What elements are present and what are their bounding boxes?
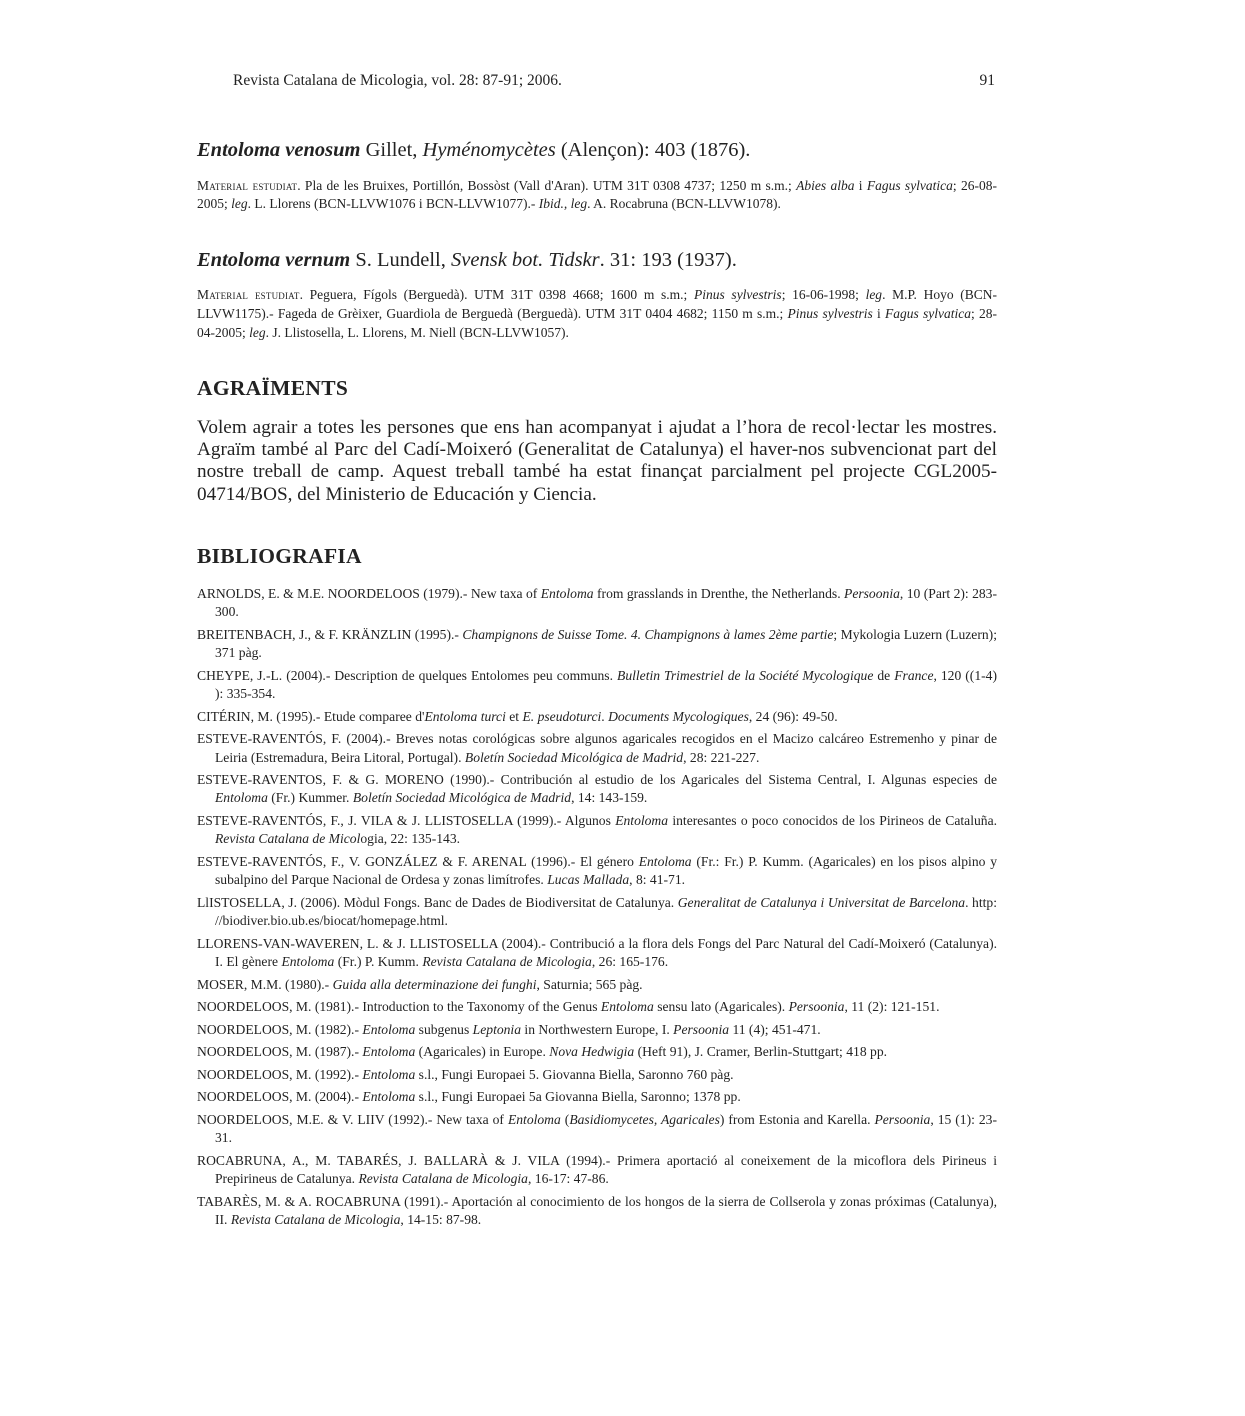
bibliography-entry — [197, 998, 997, 1016]
text-run: , 11 (2): 121-151. — [844, 999, 940, 1015]
text-run: (Fr.) P. Kumm. — [334, 954, 423, 970]
bibliography-entry — [197, 894, 997, 931]
italic-text-run: Abies alba — [796, 177, 855, 193]
text-run: . — [601, 708, 609, 724]
bibliography-entry — [197, 935, 997, 972]
italic-text-run: Bulletin Trimestriel de la Société Mycologique — [617, 667, 874, 683]
bibliography-list — [197, 585, 997, 1230]
italic-text-run: Entoloma — [281, 954, 335, 970]
acknowledgements-text: Volem agrair a totes les persones que ens han acompanyat i ajudat a l’hora de recol·lectar les mostres. Agraïm també al Parc del Cadí-Moixeró (Generalitat de Catalunya) el haver-nos subvencionat part del nostre treball de camp. Aquest treball també ha estat finançat parcialment pel projecte CGL2005-04714/BOS, del Ministerio de Educación y Ciencia. — [197, 417, 997, 505]
material-text — [197, 287, 997, 339]
text-run: NOORDELOOS, M. (2004).- — [197, 1089, 363, 1105]
italic-text-run: Generalitat de Catalunya i Universitat de Barcelona — [677, 894, 966, 910]
text-run: i — [854, 177, 867, 193]
italic-text-run: Pinus sylvestris — [694, 287, 782, 303]
text-run: s.l., Fungi Europaei 5. Giovanna Biella, Saronno 760 pàg. — [415, 1066, 734, 1082]
material-text — [197, 178, 997, 212]
text-run: . http: //biodiver.bio.ub.es/biocat/homepage.html. — [215, 894, 997, 929]
text-run: , 24 (96): 49-50. — [748, 708, 838, 724]
italic-text-run: Leptonia — [472, 1021, 522, 1037]
bibliography-entry — [197, 1111, 997, 1148]
text-run: ; Mykologia Luzern (Luzern); 371 pàg. — [215, 626, 997, 661]
text-run: CITÉRIN, M. (1995).- Etude comparee d' — [197, 708, 425, 724]
italic-text-run: Persoonia — [673, 1021, 730, 1037]
italic-text-run: Revista Catalana de Micologia — [358, 1171, 528, 1187]
italic-text-run: Basidiomycetes, Agaricales — [569, 1111, 720, 1127]
text-run: , 16-17: 47-86. — [527, 1171, 609, 1187]
italic-text-run: leg — [231, 196, 248, 212]
text-run: BREITENBACH, J., & F. KRÄNZLIN (1995).- — [197, 626, 463, 642]
journal-citation: Revista Catalana de Micologia, vol. 28: 87-91; 2006. — [233, 72, 562, 89]
text-run: from grasslands in Drenthe, the Netherlands. — [593, 585, 845, 601]
italic-text-run: Revista Catalana de Micologia — [422, 954, 592, 970]
text-run: NOORDELOOS, M.E. & V. LIIV (1992).- New taxa of — [197, 1111, 508, 1127]
italic-text-run: France — [894, 667, 934, 683]
acknowledgements-heading: AGRAÏMENTS — [197, 376, 349, 401]
text-run: (Fr.) Kummer. — [267, 790, 353, 806]
italic-text-run: Entoloma — [507, 1111, 561, 1127]
bibliography-entry — [197, 585, 997, 622]
italic-text-run: Fagus sylvatica — [885, 306, 971, 322]
text-run: (Agaricales) in Europe. — [415, 1044, 550, 1060]
italic-text-run: Documents Mycologiques — [608, 708, 749, 724]
italic-text-run: Entoloma — [362, 1021, 416, 1037]
italic-text-run: Entoloma — [540, 585, 594, 601]
text-run: ESTEVE-RAVENTÓS, F., V. GONZÁLEZ & F. ARENAL (1996).- El género — [197, 853, 639, 869]
bibliography-entry — [197, 771, 997, 808]
bibliography-entry — [197, 1193, 997, 1230]
bibliography-entry — [197, 1021, 997, 1039]
text-run: , 28: 221-227. — [683, 749, 760, 765]
italic-text-run: Entoloma — [362, 1089, 416, 1105]
text-run: ROCABRUNA, A., M. TABARÉS, J. BALLARÀ & J. VILA (1994).- Primera aportació al coneixement de la micoflora dels Pirineus i Prepirineus de Catalunya. — [197, 1152, 997, 1187]
italic-text-run: leg — [249, 324, 266, 340]
text-run: . Peguera, Fígols (Berguedà). UTM 31T 0398 4668; 1600 m s.m.; — [299, 287, 694, 303]
bibliography-entry — [197, 976, 997, 994]
text-run: ESTEVE-RAVENTÓS, F. (2004).- Breves notas corológicas sobre algunos agaricales recogidos en el Macizo calcáreo Estremenho y pinar de Leiria (Estremadura, Beira Litoral, Portugal). — [197, 731, 997, 765]
italic-text-run: Pinus sylvestris — [787, 306, 873, 322]
text-run: NOORDELOOS, M. (1992).- — [197, 1066, 363, 1082]
italic-text-run: Persoonia — [844, 585, 900, 601]
species-title — [197, 248, 997, 273]
material-studied — [197, 286, 997, 342]
italic-text-run: Boletín Sociedad Micológica de Madrid — [352, 790, 572, 806]
italic-text-run: Entoloma — [362, 1066, 416, 1082]
text-run: . L. Llorens (BCN-LLVW1076 i BCN-LLVW1077).- — [247, 196, 539, 212]
text-run: LLORENS-VAN-WAVEREN, L. & J. LLISTOSELLA (2004).- Contribució a la flora dels Fongs del Parc Natural del Cadí-Moixeró (Catalunya). I. El gènere — [197, 935, 997, 970]
species-reference: (Alençon): 403 (1876). — [555, 139, 751, 161]
text-run: TABARÈS, M. & A. ROCABRUNA (1991).- Aportación al conocimiento de los hongos de la sierra de Collserola y zonas próximas (Catalunya), II. — [197, 1193, 997, 1228]
text-run: sensu lato (Agaricales). — [653, 999, 789, 1015]
italic-text-run: Entoloma — [215, 790, 268, 806]
text-run: ; 26-08-2005; — [197, 177, 997, 212]
text-run: , 14-15: 87-98. — [400, 1212, 482, 1228]
text-run: ; 28-04-2005; — [197, 306, 997, 340]
italic-text-run: Revista Catalana de Micologia — [230, 1212, 401, 1228]
bibliography-entry — [197, 1066, 997, 1084]
italic-text-run: Entoloma — [600, 999, 654, 1015]
text-run: CHEYPE, J.-L. (2004).- Description de quelques Entolomes peu communs. — [197, 667, 618, 683]
text-run: ; 16-06-1998; — [781, 287, 866, 303]
text-run: et — [505, 708, 523, 724]
text-run: interesantes o poco conocidos de los Pirineos de Cataluña. — [668, 812, 997, 828]
text-run: . Pla de les Bruixes, Portillón, Bossòst (Vall d'Aran). UTM 31T 0308 4737; 1250 m s.m.; — [297, 177, 797, 193]
text-run: ESTEVE-RAVENTOS, F. & G. MORENO (1990).- Contribución al estudio de los Agaricales del Sistema Central, I. Algunas especies de — [197, 771, 997, 787]
text-run: ( — [560, 1111, 570, 1127]
species-publication: Hyménomycètes — [422, 139, 556, 161]
text-run: , 10 (Part 2): 283-300. — [215, 585, 997, 620]
text-run: (Fr.: Fr.) P. Kumm. (Agaricales) en los pisos alpino y subalpino del Parque Nacional de Ordesa y zonas limítrofes. — [215, 853, 997, 888]
bibliography-heading: BIBLIOGRAFIA — [197, 543, 362, 568]
italic-text-run: Lucas Mallada — [547, 872, 630, 888]
text-run: . J. Llistosella, L. Llorens, M. Niell (BCN-LLVW1057). — [265, 324, 569, 340]
species-entry — [197, 248, 997, 342]
text-run: . A. Rocabruna (BCN-LLVW1078). — [587, 196, 781, 212]
text-run: s.l., Fungi Europaei 5a Giovanna Biella, Saronno; 1378 pp. — [415, 1089, 741, 1105]
species-name: Entoloma vernum — [197, 248, 351, 271]
text-run: MOSER, M.M. (1980).- — [197, 976, 333, 992]
species-publication: Svensk bot. Tidskr — [451, 248, 600, 271]
running-header — [233, 72, 995, 90]
species-title — [197, 138, 997, 163]
text-run: ogia, 22: 135-143. — [360, 831, 461, 847]
italic-text-run: Nova Hedwigia — [549, 1044, 635, 1060]
italic-text-run: E. pseudoturci — [522, 708, 602, 724]
italic-text-run: Entoloma turci — [424, 708, 506, 724]
species-author: Gillet, — [360, 139, 423, 161]
italic-text-run: Ibid., leg — [538, 196, 588, 212]
italic-text-run: Revista Catalana de Micol — [215, 831, 361, 847]
bibliography-entry — [197, 812, 997, 849]
italic-text-run: Boletín Sociedad Micológica de Madrid — [464, 749, 684, 765]
italic-text-run: Entoloma — [638, 853, 692, 869]
main-content — [197, 138, 997, 1234]
text-run: NOORDELOOS, M. (1981).- Introduction to the Taxonomy of the Genus — [197, 999, 601, 1015]
material-label: Material estudiat — [197, 177, 298, 193]
text-run: de — [873, 667, 895, 683]
italic-text-run: Entoloma — [615, 812, 669, 828]
species-name: Entoloma venosum — [197, 139, 361, 161]
text-run: subgenus — [415, 1021, 473, 1037]
text-run: , Saturnia; 565 pàg. — [536, 976, 643, 992]
material-studied — [197, 177, 997, 214]
text-run: (Heft 91), J. Cramer, Berlin-Stuttgart; 418 pp. — [634, 1044, 888, 1060]
page-number: 91 — [979, 72, 995, 89]
italic-text-run: Champignons de Suisse Tome. 4. Champignons à lames 2ème partie — [462, 626, 834, 642]
text-run: ESTEVE-RAVENTÓS, F., J. VILA & J. LLISTOSELLA (1999).- Algunos — [197, 812, 616, 828]
text-run: ) from Estonia and Karella. — [719, 1111, 875, 1127]
species-entry — [197, 138, 997, 214]
species-author: S. Lundell, — [350, 248, 452, 271]
bibliography-entry — [197, 1152, 997, 1189]
italic-text-run: Fagus sylvatica — [866, 177, 953, 193]
bibliography-entry — [197, 626, 997, 663]
text-run: NOORDELOOS, M. (1987).- — [197, 1044, 363, 1060]
bibliography-entry — [197, 667, 997, 704]
italic-text-run: Entoloma — [362, 1044, 416, 1060]
text-run: 11 (4); 451-471. — [729, 1021, 821, 1037]
italic-text-run: Persoonia — [874, 1111, 931, 1127]
text-run: , 120 ((1-4) ): 335-354. — [215, 667, 997, 702]
italic-text-run: leg — [865, 287, 883, 303]
text-run: , 8: 41-71. — [629, 872, 686, 888]
bibliography-entry — [197, 853, 997, 890]
text-run: i — [872, 306, 886, 322]
text-run: ARNOLDS, E. & M.E. NOORDELOOS (1979).- New taxa of — [197, 585, 541, 601]
text-run: , 15 (1): 23-31. — [215, 1111, 997, 1146]
text-run: LlISTOSELLA, J. (2006). Mòdul Fongs. Banc de Dades de Biodiversitat de Catalunya. — [197, 894, 678, 910]
text-run: . M.P. Hoyo (BCN-LLVW1175).- Fageda de Grèixer, Guardiola de Berguedà (Berguedà). UTM 31T 0404 4682; 1150 m s.m.; — [197, 287, 998, 322]
italic-text-run: Persoonia — [788, 999, 845, 1015]
bibliography-entry — [197, 730, 997, 767]
material-label: Material estudiat — [197, 287, 300, 303]
bibliography-entry — [197, 708, 997, 726]
text-run: NOORDELOOS, M. (1982).- — [197, 1021, 363, 1037]
text-run: in Northwestern Europe, I. — [521, 1021, 674, 1037]
text-run: , 14: 143-159. — [571, 790, 648, 806]
bibliography-entry — [197, 1043, 997, 1061]
text-run: , 26: 165-176. — [591, 954, 669, 970]
bibliography-entry — [197, 1088, 997, 1106]
italic-text-run: Guida alla determinazione dei funghi — [332, 976, 537, 992]
species-reference: . 31: 193 (1937). — [599, 248, 737, 271]
